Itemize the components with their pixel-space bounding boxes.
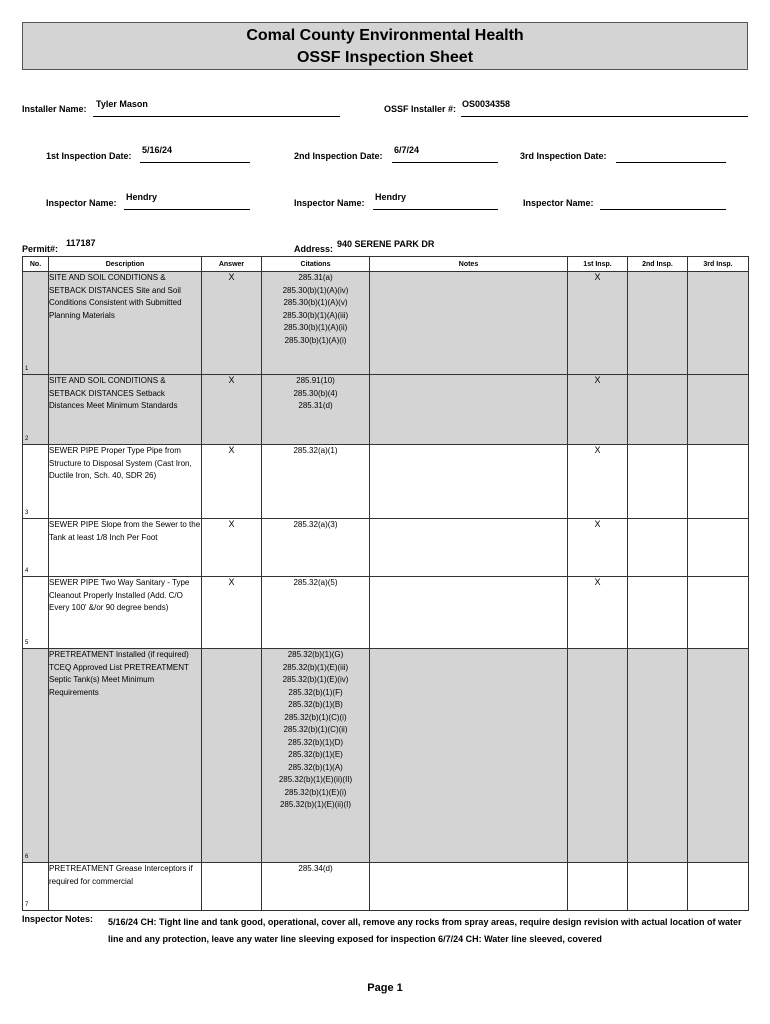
form-header xyxy=(22,22,748,70)
citation-item: 285.32(b)(1)(E)(ii)(II) xyxy=(278,775,353,784)
inspection-table xyxy=(22,256,749,911)
citation-item: 285.32(b)(1)(D) xyxy=(287,737,344,747)
row-answer xyxy=(202,649,262,863)
row-answer xyxy=(202,863,262,911)
row-answer: X xyxy=(202,272,262,375)
inspector-notes-label: Inspector Notes: xyxy=(22,914,94,924)
col-header-3rd-insp: 3rd Insp. xyxy=(688,257,749,272)
row-description: PRETREATMENT Grease Interceptors if required for commercial xyxy=(49,863,202,911)
installer-name-line xyxy=(93,116,340,117)
row-2nd-insp xyxy=(628,863,688,911)
col-header-answer: Answer xyxy=(202,257,262,272)
row-answer: X xyxy=(202,519,262,577)
row-1st-insp: X xyxy=(568,519,628,577)
first-inspector-value: Hendry xyxy=(126,192,158,202)
row-1st-insp: X xyxy=(568,577,628,649)
col-header-1st-insp: 1st Insp. xyxy=(568,257,628,272)
table-header-row xyxy=(23,257,749,272)
citation-item: 285.31(d) xyxy=(298,401,333,410)
row-3rd-insp xyxy=(688,863,749,911)
row-2nd-insp xyxy=(628,649,688,863)
table-body xyxy=(23,272,749,911)
citation-item: 285.32(b)(1)(E)(iii) xyxy=(282,662,349,672)
citation-item: 285.32(b)(1)(C)(ii) xyxy=(283,725,348,734)
citation-item: 285.30(b)(1)(A)(iv) xyxy=(282,285,349,295)
installer-number-value: OS0034358 xyxy=(462,99,511,109)
row-number-cell xyxy=(23,445,49,519)
third-date-label: 3rd Inspection Date: xyxy=(520,151,607,161)
row-citations xyxy=(262,375,370,445)
citation-item: 285.32(b)(1)(A) xyxy=(288,762,343,772)
row-1st-insp xyxy=(568,649,628,863)
row-3rd-insp xyxy=(688,577,749,649)
row-citations xyxy=(262,649,370,863)
citation-item: 285.32(b)(1)(E)(ii)(I) xyxy=(279,800,352,809)
row-citations xyxy=(262,445,370,519)
row-1st-insp: X xyxy=(568,272,628,375)
col-header-2nd-insp: 2nd Insp. xyxy=(628,257,688,272)
row-3rd-insp xyxy=(688,445,749,519)
row-notes xyxy=(370,863,568,911)
row-description: SITE AND SOIL CONDITIONS & SETBACK DISTANCES Site and Soil Conditions Consistent with Submitted Planning Materials xyxy=(49,272,202,375)
row-3rd-insp xyxy=(688,375,749,445)
row-notes xyxy=(370,519,568,577)
citation-item: 285.32(b)(1)(G) xyxy=(287,650,344,659)
installer-name-value: Tyler Mason xyxy=(96,99,148,109)
table-row xyxy=(23,272,749,375)
row-answer: X xyxy=(202,375,262,445)
installer-number-line xyxy=(461,116,748,117)
citation-item: 285.32(b)(1)(C)(i) xyxy=(284,712,347,722)
row-citations xyxy=(262,519,370,577)
row-number-cell xyxy=(23,863,49,911)
citation-item: 285.30(b)(1)(A)(iii) xyxy=(282,310,349,320)
first-inspector-label: Inspector Name: xyxy=(46,198,117,208)
table-row xyxy=(23,577,749,649)
row-2nd-insp xyxy=(628,272,688,375)
col-header-citations: Citations xyxy=(262,257,370,272)
second-date-value: 6/7/24 xyxy=(394,145,420,155)
row-notes xyxy=(370,649,568,863)
citation-item: 285.34(d) xyxy=(298,864,333,873)
inspector-notes-text: 5/16/24 CH: Tight line and tank good, operational, cover all, remove any rocks from spray areas, require design revision with actual location of water line and any protection, leave any water line sleeving exposed for inspection 6/7/24 CH: Water line sleeved, covered xyxy=(108,917,742,944)
row-2nd-insp xyxy=(628,375,688,445)
row-number-cell xyxy=(23,577,49,649)
installer-name-label: Installer Name: xyxy=(22,104,87,114)
second-date-line xyxy=(392,162,498,163)
row-description: SEWER PIPE Proper Type Pipe from Structure to Disposal System (Cast Iron, Ductile Iron, Sch. 40, SDR 26) xyxy=(49,445,202,519)
first-date-value: 5/16/24 xyxy=(142,145,173,155)
form-title-agency: Comal County Environmental Health xyxy=(246,27,524,44)
citation-item: 285.32(b)(1)(E)(i) xyxy=(284,787,347,797)
row-number-cell xyxy=(23,519,49,577)
col-header-notes: Notes xyxy=(370,257,568,272)
address-value: 940 SERENE PARK DR xyxy=(337,239,435,249)
row-1st-insp: X xyxy=(568,375,628,445)
citation-item: 285.32(b)(1)(F) xyxy=(288,687,343,697)
row-number: 1 xyxy=(25,366,29,372)
citation-item: 285.30(b)(1)(A)(i) xyxy=(284,335,347,345)
table-row xyxy=(23,375,749,445)
row-notes xyxy=(370,577,568,649)
second-inspector-line xyxy=(373,209,498,210)
row-number-cell xyxy=(23,375,49,445)
row-number-cell xyxy=(23,272,49,375)
first-date-label: 1st Inspection Date: xyxy=(46,151,132,161)
citation-item: 285.30(b)(1)(A)(ii) xyxy=(283,323,348,332)
row-number-cell xyxy=(23,649,49,863)
citation-item: 285.32(b)(1)(E)(iv) xyxy=(282,675,349,684)
row-3rd-insp xyxy=(688,519,749,577)
row-answer: X xyxy=(202,577,262,649)
row-citations xyxy=(262,272,370,375)
first-date-line xyxy=(140,162,250,163)
col-header-no: No. xyxy=(23,257,49,272)
row-2nd-insp xyxy=(628,577,688,649)
row-number: 5 xyxy=(25,640,29,646)
citation-item: 285.30(b)(4) xyxy=(293,388,338,398)
installer-number-label: OSSF Installer #: xyxy=(384,104,457,114)
citation-item: 285.30(b)(1)(A)(v) xyxy=(283,298,348,307)
citation-item: 285.32(b)(1)(E) xyxy=(288,750,343,759)
row-notes xyxy=(370,272,568,375)
permit-label: Permit#: xyxy=(22,244,59,254)
second-date-label: 2nd Inspection Date: xyxy=(294,151,383,161)
citation-item: 285.32(a)(1) xyxy=(293,446,338,455)
row-1st-insp: X xyxy=(568,445,628,519)
page-number: Page 1 xyxy=(367,982,403,994)
address-label: Address: xyxy=(294,244,334,254)
third-inspector-label: Inspector Name: xyxy=(523,198,594,208)
row-number: 4 xyxy=(25,568,29,574)
table-row xyxy=(23,863,749,911)
row-2nd-insp xyxy=(628,445,688,519)
third-inspector-line xyxy=(600,209,726,210)
row-citations xyxy=(262,863,370,911)
citation-item: 285.31(a) xyxy=(298,273,333,282)
table-row xyxy=(23,519,749,577)
citation-item: 285.32(a)(5) xyxy=(293,578,338,587)
row-number: 6 xyxy=(25,854,29,860)
first-inspector-line xyxy=(124,209,250,210)
citation-item: 285.32(b)(1)(B) xyxy=(288,700,343,709)
row-description: SITE AND SOIL CONDITIONS & SETBACK DISTANCES Setback Distances Meet Minimum Standards xyxy=(49,375,202,445)
table-row xyxy=(23,445,749,519)
col-header-description: Description xyxy=(49,257,202,272)
row-number: 3 xyxy=(25,510,29,516)
citation-item: 285.32(a)(3) xyxy=(293,520,338,529)
row-citations xyxy=(262,577,370,649)
second-inspector-value: Hendry xyxy=(375,192,407,202)
second-inspector-label: Inspector Name: xyxy=(294,198,365,208)
row-3rd-insp xyxy=(688,272,749,375)
row-description: SEWER PIPE Slope from the Sewer to the Tank at least 1/8 Inch Per Foot xyxy=(49,519,202,577)
third-date-line xyxy=(616,162,726,163)
row-2nd-insp xyxy=(628,519,688,577)
row-description: SEWER PIPE Two Way Sanitary - Type Cleanout Properly Installed (Add. C/O Every 100' &/or 90 degree bends) xyxy=(49,577,202,649)
row-1st-insp xyxy=(568,863,628,911)
table-row xyxy=(23,649,749,863)
row-number: 7 xyxy=(25,902,29,908)
row-description: PRETREATMENT Installed (if required) TCEQ Approved List PRETREATMENT Septic Tank(s) Meet Minimum Requirements xyxy=(49,649,202,863)
form-title-sheet: OSSF Inspection Sheet xyxy=(296,49,474,66)
citation-item: 285.91(10) xyxy=(296,376,335,385)
row-notes xyxy=(370,375,568,445)
row-answer: X xyxy=(202,445,262,519)
row-3rd-insp xyxy=(688,649,749,863)
row-notes xyxy=(370,445,568,519)
permit-value: 117187 xyxy=(66,238,96,248)
row-number: 2 xyxy=(25,436,29,442)
